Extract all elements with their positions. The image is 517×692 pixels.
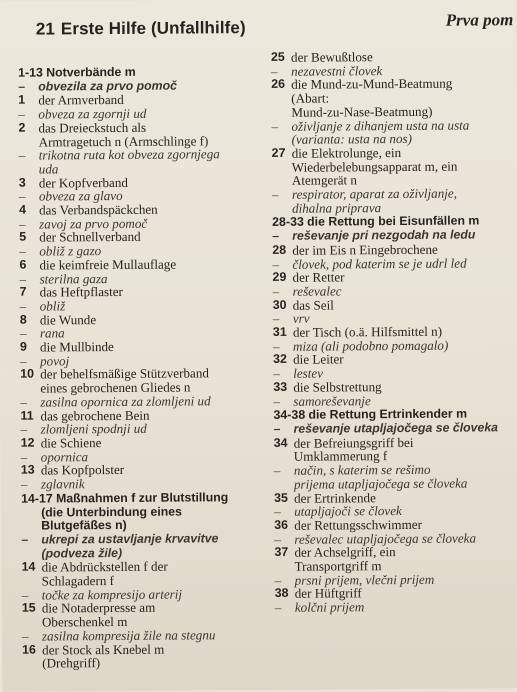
- left-column: [18, 64, 262, 671]
- german-term: der Armverband: [38, 92, 124, 108]
- german-term: Transportgriff m: [294, 558, 382, 574]
- entry-number: 38: [274, 586, 289, 601]
- german-term: der behelfsmäßige Stützverband: [40, 365, 209, 382]
- slovene-translation: – reševanje utapljajočega se človeka: [274, 421, 517, 436]
- glossary-entry: [275, 586, 517, 615]
- glossary-entry: [21, 462, 261, 491]
- glossary-entry: [272, 145, 516, 215]
- german-term: die Abdrückstellen f der: [41, 558, 168, 575]
- slovene-translation: – zglavnik: [21, 476, 261, 491]
- german-term: eines gebrochenen Gliedes n: [40, 379, 191, 396]
- entry-number: 10: [20, 367, 35, 382]
- glossary-entry: [273, 406, 517, 436]
- german-term: der Stock als Knebel m: [42, 641, 165, 658]
- slovene-translation: – oživljanje z dihanjem usta na usta: [271, 118, 515, 133]
- section-number: 21: [35, 19, 55, 39]
- german-term: der Schnellverband: [39, 229, 141, 245]
- german-term: (Drehgriff): [42, 655, 101, 671]
- glossary-entry: [20, 366, 260, 409]
- section-title: Erste Hilfe (Unfallhilfe): [60, 18, 246, 39]
- german-term: (Abart:: [291, 90, 330, 106]
- german-term: die Notaderpresse am: [41, 600, 156, 616]
- glossary-entry: [274, 517, 517, 546]
- german-term: das Seil: [292, 297, 334, 313]
- glossary-entry: [274, 435, 517, 492]
- glossary-entry: [19, 257, 259, 286]
- glossary-entry: [20, 339, 260, 368]
- german-term: der Befreiungsgriff bei: [293, 434, 414, 451]
- entry-number: 4: [19, 202, 27, 217]
- german-term: Oberschenkel m: [41, 614, 128, 630]
- entry-number: 9: [19, 339, 27, 354]
- german-term: das Verbandspäckchen: [39, 201, 158, 218]
- entry-number: 27: [271, 145, 286, 160]
- entry-number: 32: [273, 352, 287, 367]
- german-term: die Leiter: [293, 351, 344, 368]
- glossary-entry: [274, 490, 517, 519]
- german-term: die Mund-zu-Mund-Beatmung: [291, 76, 453, 93]
- slovene-translation: – prsni prijem, vlečni prijem: [275, 572, 517, 587]
- german-term: der im Eis n Eingebrochene: [292, 241, 438, 258]
- glossary-entry: [272, 242, 516, 271]
- slovene-translation: – obvezila za prvo pomoč: [18, 79, 258, 94]
- glossary-entry: [22, 559, 262, 602]
- glossary-entry: [272, 269, 516, 298]
- glossary-entry: [21, 490, 261, 561]
- slovene-translation: – opornica: [21, 449, 261, 464]
- german-term: das Dreieckstuch als: [38, 119, 147, 136]
- german-term: die Rettung Ertrinkender m: [308, 406, 468, 422]
- slovene-translation: – obliž: [20, 298, 260, 313]
- slovene-translation: – sterilna gaza: [19, 271, 259, 286]
- glossary-entry: [20, 312, 260, 341]
- german-term: das gebrochene Bein: [40, 407, 150, 424]
- slovene-translation: – obveza za glavo: [19, 188, 259, 203]
- entry-number: 25: [270, 49, 285, 64]
- glossary-entry: [19, 202, 259, 231]
- entry-number: 8: [19, 312, 27, 327]
- german-term: Blutgefäßes n): [41, 518, 127, 533]
- entry-number: 14-17: [21, 491, 53, 506]
- glossary-entry: [22, 642, 262, 671]
- entry-number: 36: [274, 517, 289, 532]
- slovene-translation: uda: [38, 161, 59, 177]
- glossary-entry: [22, 600, 262, 643]
- slovene-translation: – nezavestni človek: [271, 63, 515, 78]
- slovene-translation: (varianta: usta na nos): [291, 131, 413, 147]
- entry-number: 26: [271, 77, 286, 92]
- glossary-entry: [271, 49, 515, 78]
- entry-number: 34: [273, 435, 288, 450]
- slovene-translation: – točke za kompresijo arterij: [22, 587, 262, 602]
- entry-number: 30: [272, 297, 287, 312]
- entry-number: 28: [272, 242, 287, 257]
- entry-number: 14: [21, 559, 36, 574]
- slovene-translation: – respirator, aparat za oživljanje,: [272, 186, 516, 201]
- german-term: der Achselgriff, ein: [294, 544, 396, 561]
- slovene-translation: (podveza žile): [41, 545, 123, 561]
- slovene-translation: – reševalec utapljajočega se človeka: [274, 531, 517, 546]
- german-term: Armtragetuch n (Armschlinge f): [38, 132, 209, 150]
- glossary-entry: [272, 214, 516, 244]
- german-term: (die Unterbindung eines: [41, 504, 182, 520]
- slovene-translation: – kolčni prijem: [275, 599, 517, 614]
- entry-number: 16: [22, 642, 36, 657]
- entry-number: 29: [272, 270, 287, 285]
- slovene-translation: – povoj: [20, 353, 260, 368]
- german-term: der Ertrinkende: [294, 489, 376, 506]
- german-term: der Bewußtlose: [290, 49, 373, 65]
- entry-number: 13: [20, 462, 35, 478]
- slovene-translation: – način, s katerim se rešimo: [274, 462, 517, 477]
- slovene-translation: – samoreševanje: [273, 393, 517, 408]
- german-term: Schlagadern f: [41, 573, 115, 589]
- glossary-entry: [21, 435, 261, 464]
- slovene-translation: prijema utapljajočega se človeka: [293, 475, 468, 492]
- slovene-translation: – reševalec: [273, 283, 517, 298]
- german-term: die Schiene: [40, 435, 102, 451]
- glossary-entry: [273, 352, 517, 381]
- entry-number: 5: [19, 230, 27, 245]
- glossary-entry: [20, 284, 260, 313]
- german-term: der Hüftgriff: [294, 585, 362, 602]
- slovene-translation: dihalna priprava: [291, 199, 382, 216]
- german-term: Notverbände m: [46, 64, 136, 80]
- german-term: der Retter: [292, 269, 345, 286]
- glossary-entry: [20, 408, 260, 437]
- entry-number: 7: [19, 284, 27, 299]
- slovene-translation: – trikotna ruta kot obveza zgornjega: [19, 147, 259, 162]
- glossary-entry: [273, 379, 517, 408]
- glossary-entry: [19, 229, 259, 258]
- entry-number: 28-33: [272, 215, 304, 230]
- glossary-entry: [273, 297, 517, 326]
- glossary-entry: [18, 120, 258, 176]
- german-term: die Mullbinde: [39, 339, 114, 355]
- glossary-entry: [273, 324, 517, 353]
- german-term: die Selbstrettung: [293, 379, 382, 395]
- slovene-translation: – rana: [20, 325, 260, 340]
- facing-page-title: Prva pom: [445, 10, 514, 30]
- german-term: das Heftpflaster: [39, 284, 123, 300]
- entry-number: 3: [18, 175, 26, 190]
- entry-number: 34-38: [273, 407, 306, 423]
- slovene-translation: – zasilna opornica za zlomljeni ud: [20, 394, 260, 409]
- german-term: Wiederbelebungsapparat m, ein: [291, 158, 458, 175]
- german-term: der Tisch (o.ä. Hilfsmittel n): [292, 323, 443, 340]
- entry-number: 35: [274, 490, 288, 505]
- entry-number: 15: [21, 600, 36, 616]
- german-term: der Rettungsschwimmer: [294, 516, 422, 533]
- slovene-translation: – zlomljeni spodnji ud: [21, 421, 261, 436]
- entry-number: 11: [20, 408, 34, 423]
- slovene-translation: – vrv: [273, 311, 517, 326]
- slovene-translation: – miza (ali podobno pomagalo): [273, 338, 517, 353]
- glossary-entry: [18, 92, 258, 121]
- slovene-translation: – obveza za zgornji ud: [18, 106, 258, 121]
- section-header: [36, 18, 246, 39]
- entry-number: 33: [273, 379, 288, 394]
- german-term: Mund-zu-Nase-Beatmung): [291, 103, 433, 120]
- german-term: die Wunde: [39, 311, 97, 328]
- german-term: das Kopfpolster: [40, 462, 125, 478]
- german-term: die keimfreie Mullauflage: [39, 256, 177, 273]
- slovene-translation: – človek, pod katerim se je udrl led: [272, 256, 516, 271]
- german-term: Umklammerung f: [293, 448, 388, 465]
- slovene-translation: – obliž z gazo: [19, 243, 259, 258]
- slovene-translation: – zasilna kompresija žile na stegnu: [22, 628, 262, 643]
- entry-number: 31: [272, 324, 287, 339]
- right-column: [271, 49, 517, 615]
- german-term: Atemgerät n: [291, 172, 357, 189]
- german-term: die Rettung bei Eisunfällen m: [307, 213, 480, 230]
- glossary-entry: [274, 545, 517, 588]
- entry-number: 37: [274, 545, 289, 560]
- slovene-translation: – zavoj za prvo pomoč: [19, 216, 259, 231]
- entry-number: 1: [18, 93, 26, 108]
- entry-number: 12: [20, 435, 35, 450]
- german-term: Maßnahmen f zur Blutstillung: [56, 490, 229, 506]
- german-term: der Kopfverband: [38, 174, 128, 191]
- glossary-entry: [19, 175, 259, 204]
- slovene-translation: – lestev: [273, 365, 517, 380]
- german-term: die Elektrolunge, ein: [291, 144, 402, 161]
- slovene-translation: – ukrepi za ustavljanje krvavitve: [21, 532, 261, 547]
- glossary-entry: [271, 77, 515, 147]
- slovene-translation: – reševanje pri nezgodah na ledu: [272, 228, 516, 243]
- slovene-translation: – utapljajoči se človek: [274, 503, 517, 518]
- entry-number: 6: [19, 257, 27, 272]
- entry-number: 2: [18, 120, 26, 135]
- entry-number: 1-13: [18, 65, 43, 80]
